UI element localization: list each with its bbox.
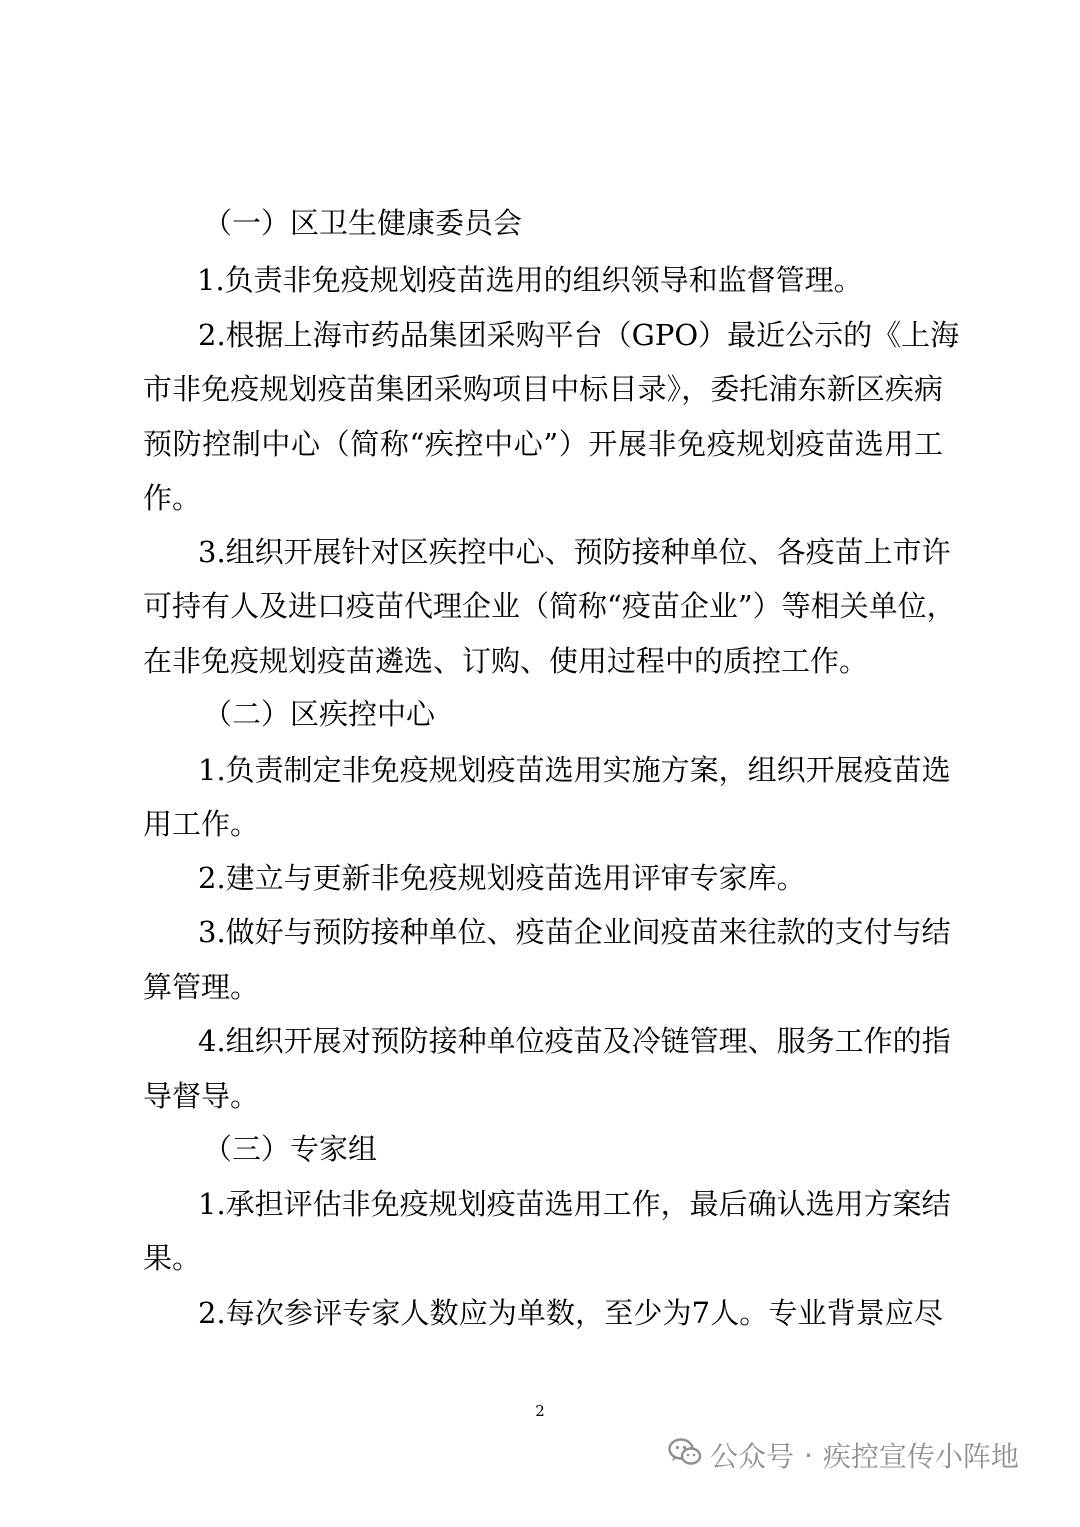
paragraph-line: 2.建立与更新非免疫规划疫苗选用评审专家库。	[198, 861, 806, 895]
paragraph-line: 预防控制中心（简称“疾控中心”）开展非免疫规划疫苗选用工	[143, 427, 943, 461]
watermark-label: 公众号	[710, 1440, 795, 1473]
paragraph-line: 4.组织开展对预防接种单位疫苗及冷链管理、服务工作的指	[198, 1024, 951, 1058]
section-heading-1: （一）区卫生健康委员会	[203, 206, 523, 240]
paragraph-line: 市非免疫规划疫苗集团采购项目中标目录》，委托浦东新区疾病	[143, 372, 943, 406]
paragraph-line: 3.组织开展针对区疾控中心、预防接种单位、各疫苗上市许	[198, 535, 951, 569]
paragraph-line: 在非免疫规划疫苗遴选、订购、使用过程中的质控工作。	[143, 644, 869, 678]
watermark	[668, 1435, 1019, 1475]
paragraph-line: 用工作。	[143, 807, 260, 841]
paragraph-line: 1.负责制定非免疫规划疫苗选用实施方案，组织开展疫苗选	[198, 753, 951, 787]
section-heading-2: （二）区疾控中心	[203, 697, 436, 731]
paragraph-line: 2.每次参评专家人数应为单数，至少为7人。专业背景应尽	[198, 1296, 943, 1330]
paragraph-line: 可持有人及进口疫苗代理企业（简称“疫苗企业”）等相关单位，	[143, 589, 956, 623]
paragraph-line: 3.做好与预防接种单位、疫苗企业间疫苗来往款的支付与结	[198, 915, 951, 949]
paragraph-line: 1.负责非免疫规划疫苗选用的组织领导和监督管理。	[197, 263, 863, 297]
paragraph-line: 作。	[143, 481, 202, 515]
watermark-separator: ·	[804, 1438, 813, 1472]
wechat-icon	[668, 1437, 710, 1474]
section-heading-3: （三）专家组	[203, 1132, 378, 1166]
paragraph-line: 导督导。	[143, 1079, 260, 1113]
paragraph-line: 算管理。	[143, 970, 260, 1004]
paragraph-line: 1.承担评估非免疫规划疫苗选用工作，最后确认选用方案结	[198, 1187, 951, 1221]
paragraph-line: 果。	[143, 1241, 202, 1275]
watermark-account: 疾控宣传小阵地	[822, 1440, 1019, 1473]
page-number: 2	[535, 1402, 545, 1420]
paragraph-line: 2.根据上海市药品集团采购平台（GPO）最近公示的《上海	[198, 318, 960, 352]
